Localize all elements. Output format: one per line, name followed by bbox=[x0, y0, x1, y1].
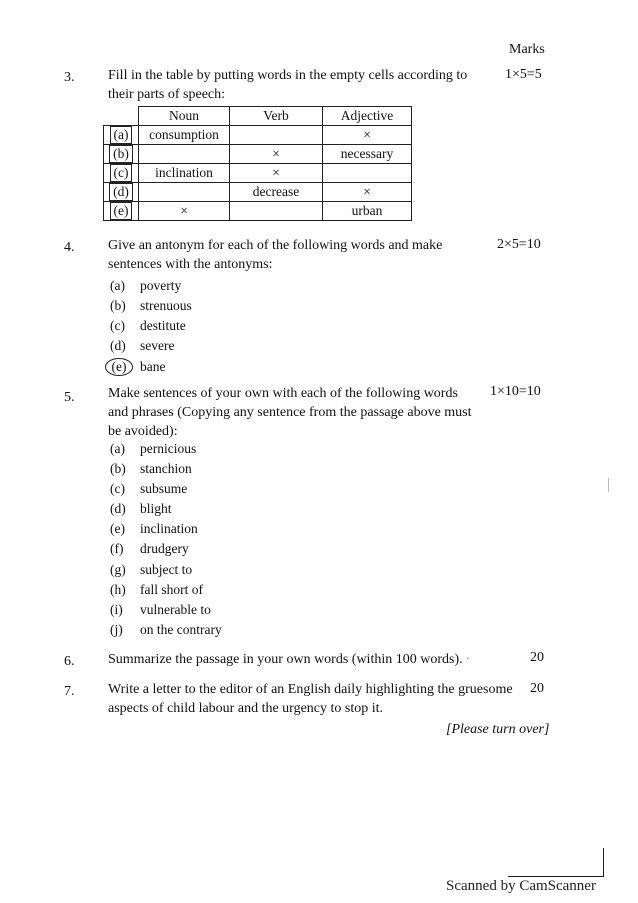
cell-noun bbox=[139, 145, 230, 164]
cell-verb: × bbox=[230, 145, 323, 164]
list-item: (a) poverty bbox=[110, 278, 182, 293]
list-item: (c) subsume bbox=[110, 481, 188, 496]
list-item: (c) destitute bbox=[110, 318, 186, 333]
list-item-circled: (e) bane bbox=[110, 358, 165, 376]
q6-number: 6. bbox=[64, 654, 75, 669]
footer-tick bbox=[603, 848, 604, 876]
row-label: (b) bbox=[104, 145, 139, 164]
list-item: (b) stanchion bbox=[110, 461, 192, 476]
cell-noun: consumption bbox=[139, 126, 230, 145]
row-label: (e) bbox=[104, 202, 139, 221]
q7-text: Write a letter to the editor of an English daily highlighting the gruesome aspects of child labour and the urgency to stop it. bbox=[108, 682, 513, 716]
table-header-row bbox=[104, 107, 412, 126]
q6-marks: 20 bbox=[530, 650, 544, 665]
list-item: (e) inclination bbox=[110, 521, 198, 536]
list-item: (i) vulnerable to bbox=[110, 602, 211, 617]
cell-noun: × bbox=[139, 202, 230, 221]
parts-of-speech-table bbox=[103, 106, 412, 221]
q5-number: 5. bbox=[64, 390, 75, 405]
q3-marks: 1×5=5 bbox=[505, 67, 542, 82]
scan-edge-mark bbox=[608, 478, 609, 492]
list-item: (d) blight bbox=[110, 501, 172, 516]
q3-text: Fill in the table by putting words in the empty cells according to their parts of speech: bbox=[108, 68, 468, 102]
header-noun: Noun bbox=[139, 107, 230, 126]
cell-verb bbox=[230, 202, 323, 221]
row-label: (c) bbox=[104, 164, 139, 183]
q4-number: 4. bbox=[64, 240, 75, 255]
q7-marks: 20 bbox=[530, 681, 544, 696]
q5-marks: 1×10=10 bbox=[490, 384, 541, 399]
q6-text: Summarize the passage in your own words (within 100 words). bbox=[108, 652, 463, 667]
list-item: (h) fall short of bbox=[110, 582, 203, 597]
row-label: (a) bbox=[104, 126, 139, 145]
cell-adjective: necessary bbox=[323, 145, 412, 164]
footer-line bbox=[508, 876, 604, 877]
cell-adjective: urban bbox=[323, 202, 412, 221]
stray-mark: · bbox=[466, 654, 470, 665]
marks-heading: Marks bbox=[509, 42, 545, 57]
list-item: (f) drudgery bbox=[110, 541, 189, 556]
q7-number: 7. bbox=[64, 684, 75, 699]
turn-over-note: [Please turn over] bbox=[446, 722, 550, 737]
scanner-watermark: Scanned by CamScanner bbox=[446, 878, 596, 894]
cell-verb: × bbox=[230, 164, 323, 183]
table-row bbox=[104, 202, 412, 221]
list-item: (b) strenuous bbox=[110, 298, 192, 313]
list-item: (j) on the contrary bbox=[110, 622, 222, 637]
circled-label: (e) bbox=[105, 358, 133, 376]
row-label: (d) bbox=[104, 183, 139, 202]
cell-verb: decrease bbox=[230, 183, 323, 202]
cell-noun: inclination bbox=[139, 164, 230, 183]
table-row bbox=[104, 164, 412, 183]
table-row bbox=[104, 126, 412, 145]
cell-verb bbox=[230, 126, 323, 145]
q4-marks: 2×5=10 bbox=[497, 237, 541, 252]
q5-text: Make sentences of your own with each of the following words and phrases (Copying any sentence from the passage above must be avoided): bbox=[108, 386, 472, 439]
table-corner-cell bbox=[104, 107, 139, 126]
table-row bbox=[104, 183, 412, 202]
header-verb: Verb bbox=[230, 107, 323, 126]
table-row bbox=[104, 145, 412, 164]
cell-noun bbox=[139, 183, 230, 202]
cell-adjective: × bbox=[323, 183, 412, 202]
cell-adjective: × bbox=[323, 126, 412, 145]
header-adjective: Adjective bbox=[323, 107, 412, 126]
q3-number: 3. bbox=[64, 70, 75, 85]
list-item: (g) subject to bbox=[110, 562, 193, 577]
list-item: (d) severe bbox=[110, 338, 175, 353]
cell-adjective bbox=[323, 164, 412, 183]
q4-text: Give an antonym for each of the following words and make sentences with the antonyms: bbox=[108, 238, 443, 272]
list-item: (a) pernicious bbox=[110, 441, 197, 456]
